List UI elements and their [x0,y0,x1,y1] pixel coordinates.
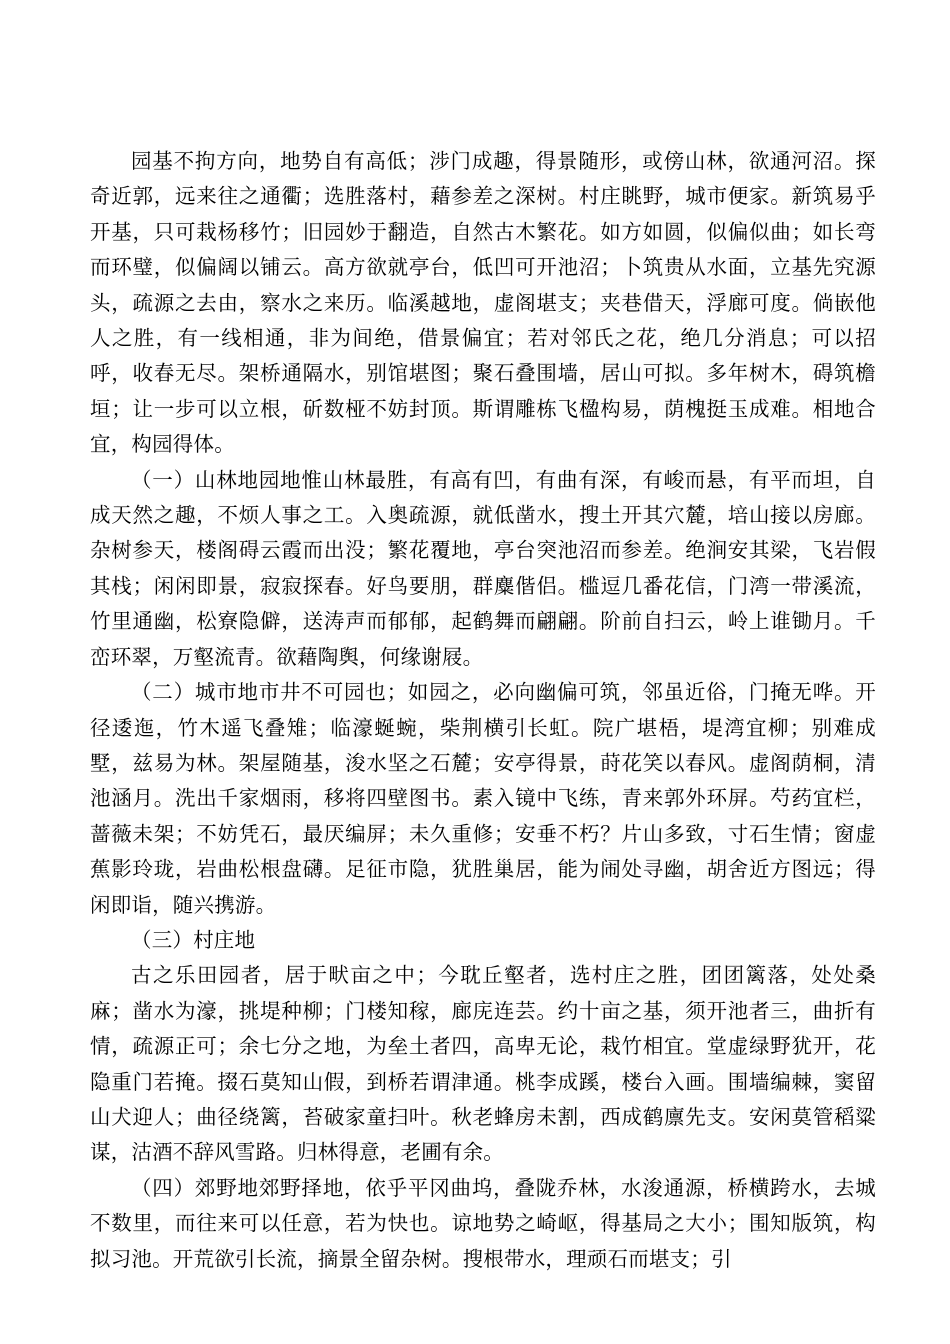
paragraph-site-selection: 园基不拘方向，地势自有高低；涉门成趣，得景随形，或傍山林，欲通河沼。探奇近郭，远来往之通衢；选胜落村，藉参差之深树。村庄眺野，城市便家。新筑易乎开基，只可栽杨移竹；旧园妙于翻造，自然古木繁花。如方如圆，似偏似曲；如长弯而环璧，似偏阔以铺云。高方欲就亭台，低凹可开池沼；卜筑贵从水面，立基先究源头，疏源之去由，察水之来历。临溪越地，虚阁堪支；夹巷借天，浮廊可度。倘嵌他人之胜，有一线相通，非为间绝，借景偏宜；若对邻氏之花，绝几分消息；可以招呼，收春无尽。架桥通隔水，别馆堪图；聚石叠围墙，居山可拟。多年树木，碍筑檐垣；让一步可以立根，斫数桠不妨封顶。斯谓雕栋飞楹构易，荫槐挺玉成难。相地合宜，构园得体。 [90,149,876,457]
document-page [90,144,876,1277]
section-heading-village-land: （三）村庄地 [131,927,256,952]
paragraph-suburban-land: （四）郊野地郊野择地，依乎平冈曲坞，叠陇乔林，水浚通源，桥横跨水，去城不数里，而往来可以任意，若为快也。谅地势之崎岖，得基局之大小；围知版筑，构拟习池。开荒欲引长流，摘景全留杂树。搜根带水，理顽石而堪支；引 [90,1175,876,1271]
paragraph-urban-land: （二）城市地市井不可园也；如园之，必向幽偏可筑，邻虽近俗，门掩无哗。开径逶迤，竹木遥飞叠雉；临濠蜒蜿，柴荆横引长虹。院广堪梧，堤湾宜柳；别难成墅，兹易为林。架屋随基，浚水坚之石麓；安亭得景，莳花笑以春风。虚阁荫桐，清池涵月。洗出千家烟雨，移将四壁图书。素入镜中飞练，青来郭外环屏。芍药宜栏，蔷薇未架；不妨凭石，最厌编屏；未久重修；安垂不朽？片山多致，寸石生情；窗虚蕉影玲珑，岩曲松根盘礴。足征市隐，犹胜巢居，能为闹处寻幽，胡舍近方图远；得闲即诣，随兴携游。 [90,680,876,917]
paragraph-village-land: 古之乐田园者，居于畎亩之中；今耽丘壑者，选村庄之胜，团团篱落，处处桑麻；凿水为濠，挑堤种柳；门楼知稼，廊庑连芸。约十亩之基，须开池者三，曲折有情，疏源正可；余七分之地，为垒土者四，高卑无论，栽竹相宜。堂虚绿野犹开，花隐重门若掩。掇石莫知山假，到桥若谓津通。桃李成蹊，楼台入画。围墙编棘，窦留山犬迎人；曲径绕篱，苔破家童扫叶。秋老蜂房未割，西成鹤廪先支。安闲莫管稻粱谋，沽酒不辞风雪路。归林得意，老圃有余。 [90,963,876,1165]
paragraph-mountain-forest-land: （一）山林地园地惟山林最胜，有高有凹，有曲有深，有峻而悬，有平而坦，自成天然之趣，不烦人事之工。入奥疏源，就低凿水，搜土开其穴麓，培山接以房廊。杂树参天，楼阁碍云霞而出没；繁花覆地，亭台突池沼而参差。绝涧安其梁，飞岩假其栈；闲闲即景，寂寂探春。好鸟要朋，群麋偕侣。槛逗几番花信，门湾一带溪流，竹里通幽，松寮隐僻，送涛声而郁郁，起鹤舞而翩翩。阶前自扫云，岭上谁锄月。千峦环翠，万壑流青。欲藉陶舆，何缘谢屐。 [90,467,876,669]
